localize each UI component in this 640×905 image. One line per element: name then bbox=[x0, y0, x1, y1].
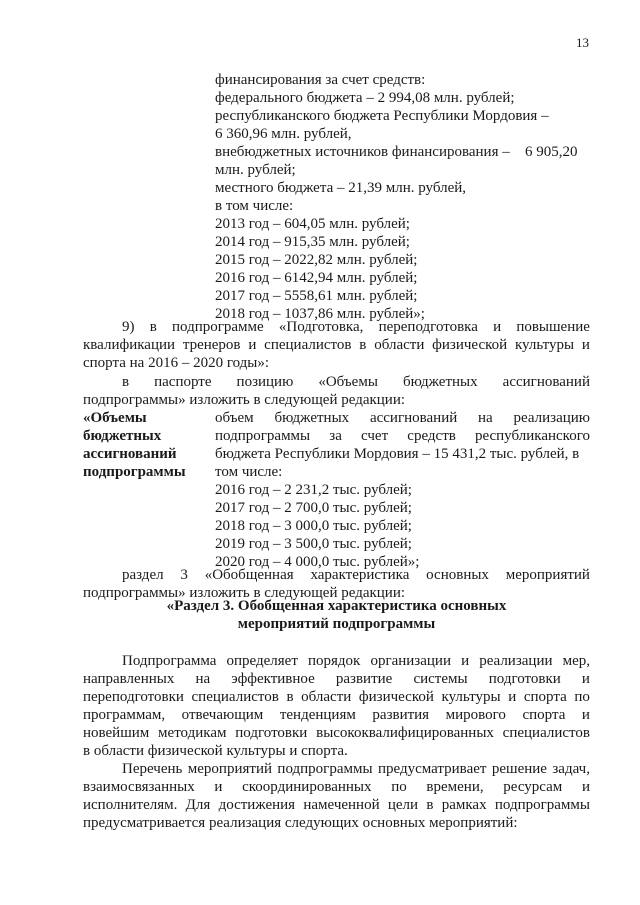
table-label: подпрограммы bbox=[83, 464, 186, 480]
paragraph-line: в области физической культуры и спорта. bbox=[83, 743, 348, 759]
item9-line: 9) в подпрограмме «Подготовка, переподготовка и повышение bbox=[122, 319, 590, 335]
table-value: объем бюджетных ассигнований на реализацию bbox=[215, 410, 590, 426]
paragraph-line: Подпрограмма определяет порядок организации и реализации мер, bbox=[122, 653, 590, 669]
section-intro-line: раздел 3 «Обобщенная характеристика основных мероприятий bbox=[122, 567, 590, 583]
paragraph-line: направленных на эффективное развитие системы подготовки и bbox=[83, 671, 590, 687]
year-line: 2013 год – 604,05 млн. рублей; bbox=[215, 216, 410, 232]
funding-amount: 6 905,20 bbox=[525, 144, 578, 160]
year-line: 2014 год – 915,35 млн. рублей; bbox=[215, 234, 410, 250]
year-line: 2017 год – 5558,61 млн. рублей; bbox=[215, 288, 418, 304]
funding-line: млн. рублей; bbox=[215, 162, 296, 178]
paragraph-line: взаимосвязанных и скоординированных по времени, ресурсам и bbox=[83, 779, 590, 795]
funding-line: финансирования за счет средств: bbox=[215, 72, 426, 88]
table-label: «Объемы bbox=[83, 410, 147, 426]
year-line: 2017 год – 2 700,0 тыс. рублей; bbox=[215, 500, 412, 516]
year-line: 2016 год – 2 231,2 тыс. рублей; bbox=[215, 482, 412, 498]
funding-line: местного бюджета – 21,39 млн. рублей, bbox=[215, 180, 467, 196]
paragraph-line: предусматривается реализация следующих основных мероприятий: bbox=[83, 815, 518, 831]
year-line: 2019 год – 3 500,0 тыс. рублей; bbox=[215, 536, 412, 552]
table-value: том числе: bbox=[215, 464, 283, 480]
section-intro-line: подпрограммы» изложить в следующей редакции: bbox=[83, 585, 406, 601]
year-line: 2018 год – 3 000,0 тыс. рублей; bbox=[215, 518, 412, 534]
table-label: бюджетных bbox=[83, 428, 162, 444]
funding-line: республиканского бюджета Республики Мордовия – bbox=[215, 108, 549, 124]
funding-line: внебюджетных источников финансирования – bbox=[215, 144, 510, 160]
year-line: 2015 год – 2022,82 млн. рублей; bbox=[215, 252, 418, 268]
item9-line: квалификации тренеров и специалистов в области физической культуры и bbox=[83, 337, 590, 353]
funding-line: в том числе: bbox=[215, 198, 294, 214]
paragraph-line: Перечень мероприятий подпрограммы предусматривает решение задач, bbox=[122, 761, 590, 777]
paragraph-line: переподготовки специалистов в области физической культуры и спорта по bbox=[83, 689, 590, 705]
table-value: бюджета Республики Мордовия – 15 431,2 тыс. рублей, в bbox=[215, 446, 580, 462]
year-line: 2016 год – 6142,94 млн. рублей; bbox=[215, 270, 418, 286]
section-heading: «Раздел 3. Обобщенная характеристика основных bbox=[166, 598, 507, 614]
year-line: 2018 год – 1037,86 млн. рублей»; bbox=[215, 306, 425, 322]
paragraph-line: исполнителям. Для достижения намеченной цели в рамках подпрограммы bbox=[83, 797, 590, 813]
funding-line: 6 360,96 млн. рублей, bbox=[215, 126, 352, 142]
table-label: ассигнований bbox=[83, 446, 177, 462]
passport-line: в паспорте позицию «Объемы бюджетных ассигнований bbox=[122, 374, 590, 390]
year-line: 2020 год – 4 000,0 тыс. рублей»; bbox=[215, 554, 420, 570]
passport-line: подпрограммы» изложить в следующей редакции: bbox=[83, 392, 406, 408]
paragraph-line: новейшим методикам подготовки высококвалифицированных специалистов bbox=[83, 725, 590, 741]
table-value: подпрограммы за счет средств республиканского bbox=[215, 428, 590, 444]
item9-line: спорта на 2016 – 2020 годы»: bbox=[83, 355, 270, 371]
funding-line: федерального бюджета – 2 994,08 млн. рублей; bbox=[215, 90, 515, 106]
page-number: 13 bbox=[576, 35, 589, 50]
paragraph-line: программам, отвечающим тенденциям развития мирового спорта и bbox=[83, 707, 590, 723]
section-heading: мероприятий подпрограммы bbox=[237, 616, 436, 632]
